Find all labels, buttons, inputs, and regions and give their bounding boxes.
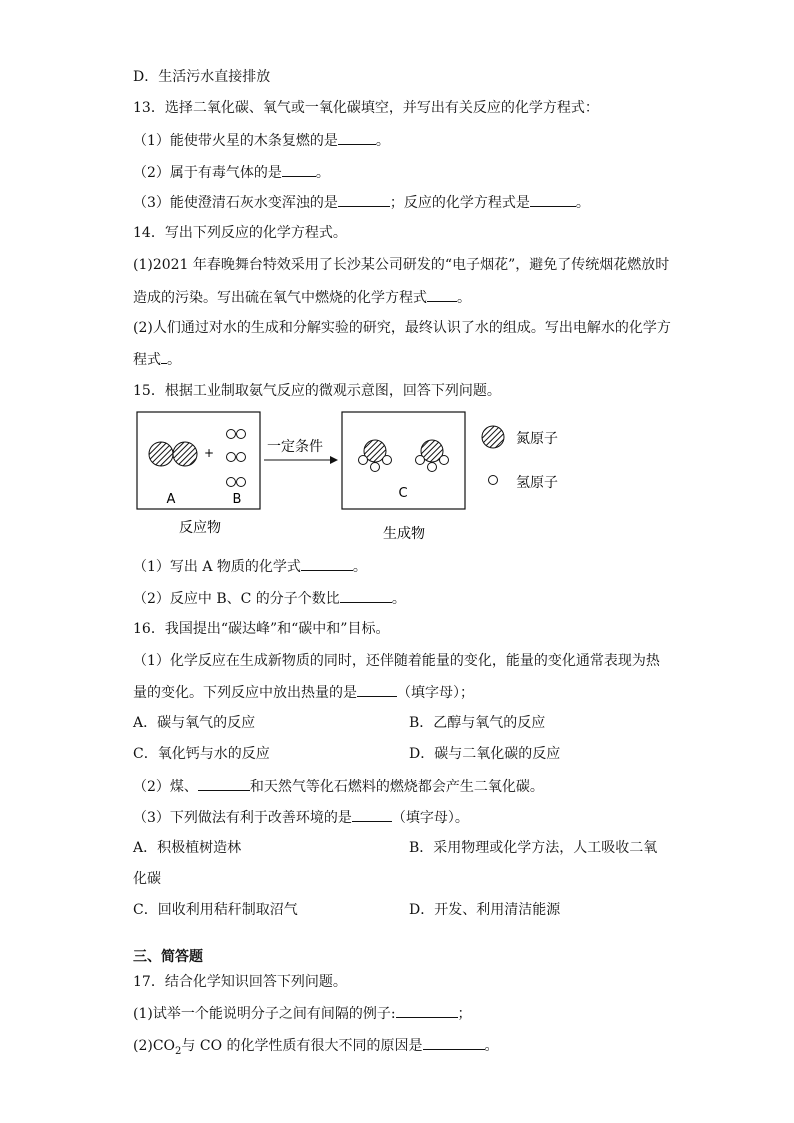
option-16-1-a: A．碳与氧气的反应 [133,715,256,731]
hydrogen-atom-icon [237,453,246,462]
legend-nitrogen-icon [482,426,504,448]
answer-blank[interactable] [301,557,353,571]
answer-blank[interactable] [338,193,390,207]
answer-blank[interactable] [357,683,397,697]
label-b: B [232,492,242,507]
answer-blank[interactable] [396,1004,458,1018]
option-16-1-c: C．氧化钙与水的反应 [133,746,270,762]
option-16-3-d: D．开发、利用清洁能源 [409,902,561,918]
answer-blank[interactable] [198,777,250,791]
question-13: 13．选择二氧化碳、氧气或一氧化碳填空，并写出有关反应的化学方程式： [133,100,599,116]
question-14-2a: (2)人们通过对水的生成和分解实验的研究，最终认识了水的组成。写出电解水的化学方 [133,320,671,336]
reaction-diagram [130,405,590,550]
option-16-1-d: D．碳与二氧化碳的反应 [409,746,561,762]
question-14-1b: 造成的污染。写出硫在氧气中燃烧的化学方程式 。 [133,290,471,306]
question-13-2: （2）属于有毒气体的是 。 [133,165,330,181]
legend-hydrogen-label: 氢原子 [516,475,558,491]
hydrogen-atom-icon [227,453,236,462]
question-16: 16．我国提出“碳达峰”和“碳中和”目标。 [133,621,390,637]
question-16-1a: （1）化学反应在生成新物质的同时，还伴随着能量的变化，能量的变化通常表现为热 [133,653,660,669]
answer-blank[interactable] [282,163,316,177]
question-16-2: （2）煤、 和天然气等化石燃料的燃烧都会产生二氧化碳。 [133,779,544,795]
question-13-1: （1）能使带火星的木条复燃的是 。 [133,133,390,149]
question-14-1a: (1)2021 年春晚舞台特效采用了长沙某公司研发的“电子烟花”，避免了传统烟花燃放时 [133,257,670,273]
label-c: C [398,486,408,501]
legend-hydrogen-icon [489,476,498,485]
hydrogen-atom-icon [227,430,236,439]
products-caption: 生成物 [383,526,425,542]
answer-blank[interactable] [352,808,392,822]
question-17-1: (1)试举一个能说明分子之间有间隔的例子: ； [133,1006,472,1022]
question-15-1: （1）写出 A 物质的化学式 。 [133,559,367,575]
label-a: A [166,492,176,507]
option-16-1-b: B．乙醇与氧气的反应 [409,715,546,731]
option-d-line: D．生活污水直接排放 [133,69,271,85]
option-16-3-c: C．回收利用秸秆制取沼气 [133,902,298,918]
option-16-3-a: A．积极植树造林 [133,840,242,856]
question-14: 14．写出下列反应的化学方程式。 [133,225,347,241]
hydrogen-atom-icon [428,463,437,472]
option-16-3-b: B．采用物理或化学方法，人工吸收二氧 [409,840,658,856]
hydrogen-atom-icon [371,463,380,472]
question-15: 15．根据工业制取氨气反应的微观示意图，回答下列问题。 [133,383,501,399]
hydrogen-atom-icon [440,456,449,465]
reactants-caption: 反应物 [179,520,221,536]
answer-blank[interactable] [423,1036,485,1050]
answer-blank[interactable] [427,288,457,302]
question-17: 17．结合化学知识回答下列问题。 [133,974,347,990]
question-14-2b: 程式 。 [133,352,181,368]
plus-sign: + [203,446,215,460]
question-17-2: $(2)CO_2$与 CO 的化学性质有很大不同的原因是 。 [133,1038,499,1057]
question-13-3: （3）能使澄清石灰水变浑浊的是 ；反应的化学方程式是 。 [133,195,590,211]
hydrogen-atom-icon [383,456,392,465]
hydrogen-atom-icon [359,456,368,465]
hydrogen-atom-icon [227,478,236,487]
question-15-2: （2）反应中 B、C 的分子个数比 。 [133,591,406,607]
answer-blank[interactable] [340,589,392,603]
condition-label: 一定条件 [267,439,323,455]
answer-blank[interactable] [530,193,576,207]
question-16-1b: 量的变化。下列反应中放出热量的是 （填字母）； [133,685,474,701]
arrow-head-icon [330,456,338,464]
hydrogen-atom-icon [237,430,246,439]
answer-blank[interactable] [338,131,376,145]
nitrogen-atom-icon [149,442,173,466]
section-heading: 三、简答题 [133,949,203,965]
hydrogen-atom-icon [237,478,246,487]
legend-nitrogen-label: 氮原子 [516,431,558,447]
nitrogen-atom-icon [173,442,197,466]
question-16-3: （3）下列做法有利于改善环境的是 （填字母）。 [133,810,469,826]
hydrogen-atom-icon [416,456,425,465]
option-16-3-b-cont: 化碳 [133,871,161,887]
